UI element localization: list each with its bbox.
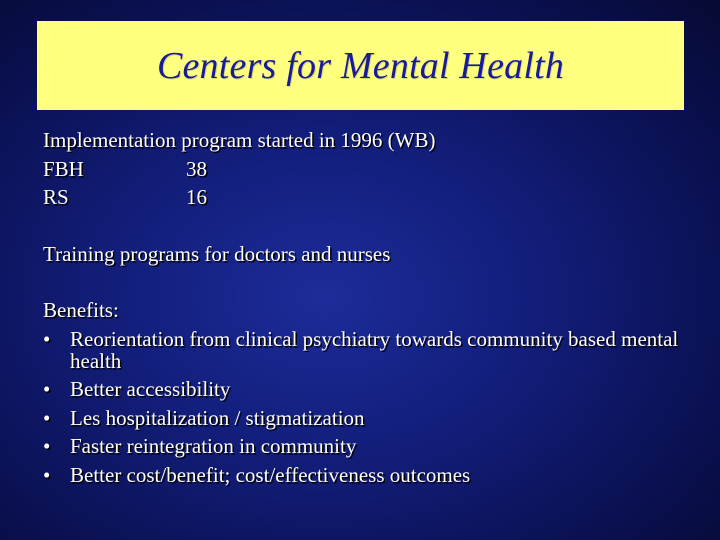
stat-value: 38 xyxy=(186,156,207,181)
benefit-text: Better accessibility xyxy=(70,377,231,401)
stat-row-rs xyxy=(43,183,683,212)
bullet-icon: • xyxy=(43,377,51,401)
bullet-icon: • xyxy=(43,434,51,458)
title-banner xyxy=(37,21,684,110)
list-item xyxy=(43,432,683,461)
spacer xyxy=(43,212,683,240)
stat-label: FBH xyxy=(43,156,84,181)
spacer xyxy=(43,268,683,296)
benefit-text: Better cost/benefit; cost/effectiveness outcomes xyxy=(70,462,471,487)
stat-row-fbh xyxy=(43,155,683,184)
benefit-text: Reorientation from clinical psychiatry towards community based mental health xyxy=(70,326,679,373)
bullet-icon: • xyxy=(43,462,51,487)
stat-label: RS xyxy=(43,185,69,209)
benefits-list xyxy=(43,325,683,490)
stat-value: 16 xyxy=(186,185,207,209)
bullet-icon: • xyxy=(43,326,51,351)
implementation-line: Implementation program started in 1996 (WB) xyxy=(43,128,436,152)
slide-title: Centers for Mental Health xyxy=(156,44,565,87)
benefits-heading: Benefits: xyxy=(43,298,119,322)
training-line: Training programs for doctors and nurses xyxy=(43,241,391,266)
bullet-icon: • xyxy=(43,405,51,430)
slide-body xyxy=(43,126,683,489)
list-item xyxy=(43,375,683,404)
list-item xyxy=(43,404,683,433)
list-item xyxy=(43,325,683,376)
benefit-text: Faster reintegration in community xyxy=(70,434,357,458)
benefit-text: Les hospitalization / stigmatization xyxy=(70,405,365,430)
list-item xyxy=(43,461,683,490)
